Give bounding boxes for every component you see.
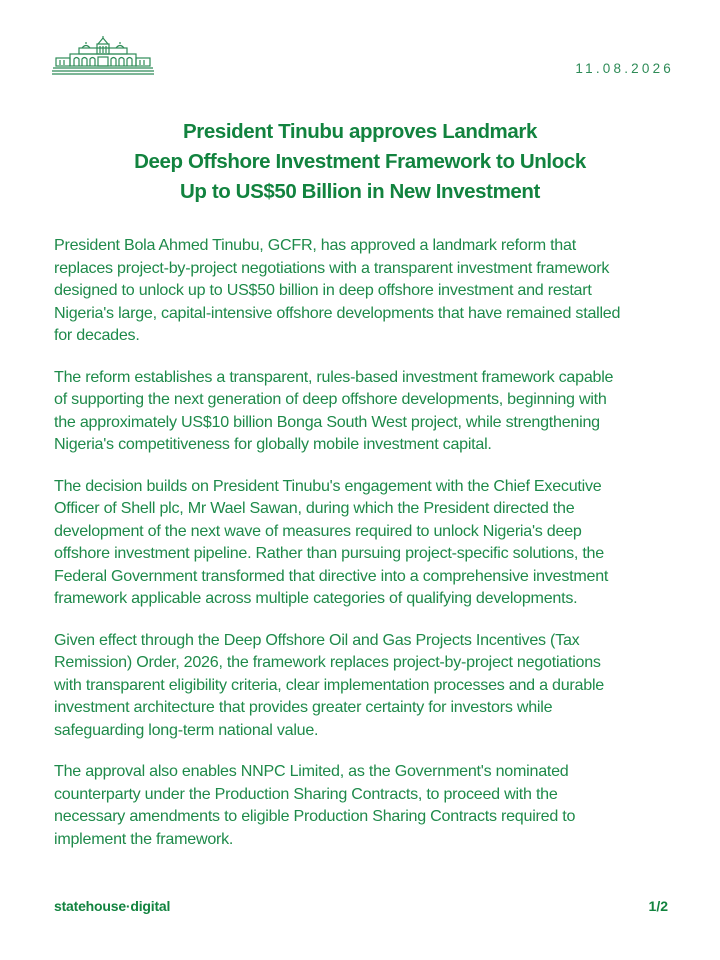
text-line: designed to unlock up to US$50 billion in deep offshore investment and restart: [54, 281, 592, 299]
text-line: necessary amendments to eligible Production Sharing Contracts required to: [54, 807, 576, 825]
text-line: framework applicable across multiple categories of qualifying developments.: [54, 589, 578, 607]
paragraph: [54, 760, 680, 850]
text-line: development of the next wave of measures required to unlock Nigeria's deep: [54, 521, 582, 540]
text-line: offshore investment pipeline. Rather than pursuing project-specific solutions, the: [54, 544, 604, 562]
text-line: Federal Government transformed that directive into a comprehensive investment: [54, 566, 609, 585]
text-line: for decades.: [54, 326, 140, 344]
release-date: 11.08.2026: [575, 61, 674, 76]
text-line: Nigeria's large, capital-intensive offshore developments that have remained stalled: [54, 303, 621, 322]
headline-line: Up to US$50 Billion in New Investment: [180, 180, 540, 203]
text-line: The approval also enables NNPC Limited, as the Government's nominated: [54, 762, 569, 780]
text-line: Officer of Shell plc, Mr Wael Sawan, during which the President directed the: [54, 499, 575, 517]
text-line: replaces project-by-project negotiations with a transparent investment framework: [54, 258, 610, 277]
paragraph: [54, 629, 680, 742]
text-line: the approximately US$10 billion Bonga South West project, while strengthening: [54, 412, 600, 431]
text-line: investment architecture that provides greater certainty for investors while: [54, 698, 553, 716]
text-line: Nigeria's competitiveness for globally mobile investment capital.: [54, 435, 492, 453]
text-line: Remission) Order, 2026, the framework replaces project-by-project negotiations: [54, 653, 601, 671]
paragraph: [54, 234, 680, 347]
headline-line: Deep Offshore Investment Framework to Unlock: [134, 150, 586, 173]
paragraph: [54, 475, 680, 610]
text-line: The reform establishes a transparent, rules-based investment framework capable: [54, 367, 614, 386]
text-line: counterparty under the Production Sharing Contracts, to proceed with the: [54, 784, 558, 803]
footer-brand: statehouse·digital: [54, 898, 171, 914]
text-line: implement the framework.: [54, 829, 234, 848]
text-line: The decision builds on President Tinubu's engagement with the Chief Executive: [54, 476, 602, 495]
headline-line: President Tinubu approves Landmark: [183, 120, 537, 143]
text-line: with transparent eligibility criteria, clear implementation processes and a durable: [54, 675, 604, 694]
headline: [40, 117, 680, 207]
state-house-building-icon: [52, 34, 154, 76]
text-line: President Bola Ahmed Tinubu, GCFR, has approved a landmark reform that: [54, 236, 576, 254]
paragraph: [54, 366, 680, 456]
article-body: [54, 234, 680, 869]
text-line: Given effect through the Deep Offshore Oil and Gas Projects Incentives (Tax: [54, 630, 580, 649]
page-number: 1/2: [648, 898, 668, 914]
text-line: safeguarding long-term national value.: [54, 720, 319, 739]
text-line: of supporting the next generation of deep offshore developments, beginning with: [54, 390, 607, 408]
